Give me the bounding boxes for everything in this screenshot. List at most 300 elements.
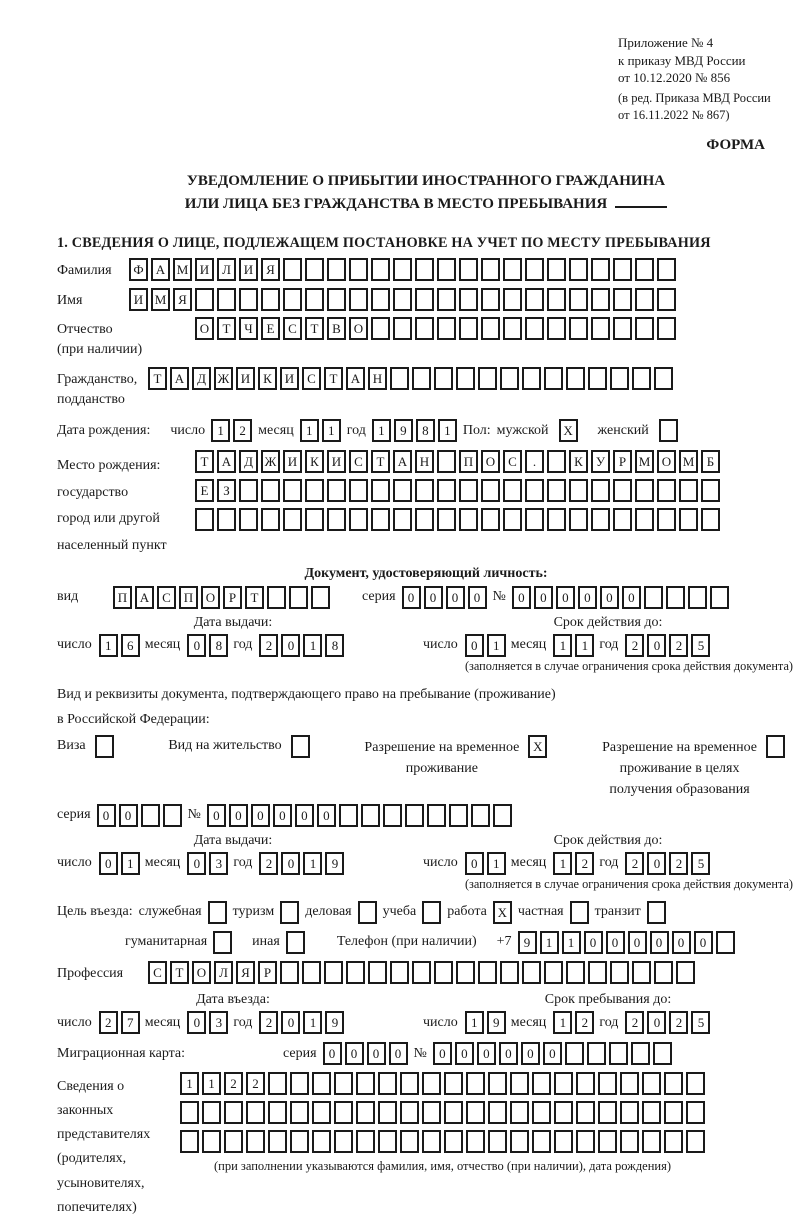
- char-cell[interactable]: [202, 1130, 221, 1153]
- char-cell[interactable]: 2: [625, 852, 644, 875]
- char-cell[interactable]: 5: [691, 634, 710, 657]
- char-cell[interactable]: 0: [578, 586, 597, 609]
- char-cell[interactable]: [327, 258, 346, 281]
- char-cell[interactable]: 5: [691, 852, 710, 875]
- char-cell[interactable]: [412, 367, 431, 390]
- char-cell[interactable]: Н: [368, 367, 387, 390]
- char-cell[interactable]: .: [525, 450, 544, 473]
- char-cell[interactable]: [488, 1130, 507, 1153]
- char-cell[interactable]: [437, 479, 456, 502]
- char-cell[interactable]: 0: [606, 931, 625, 954]
- char-cell[interactable]: А: [346, 367, 365, 390]
- char-cell[interactable]: [427, 804, 446, 827]
- char-cell[interactable]: 0: [97, 804, 116, 827]
- char-cell[interactable]: [569, 258, 588, 281]
- char-cell[interactable]: [459, 258, 478, 281]
- purpose-study-checkbox[interactable]: [422, 901, 441, 924]
- char-cell[interactable]: О: [201, 586, 220, 609]
- char-cell[interactable]: Т: [170, 961, 189, 984]
- char-cell[interactable]: 1: [487, 634, 506, 657]
- char-cell[interactable]: [657, 479, 676, 502]
- char-cell[interactable]: [554, 1072, 573, 1095]
- char-cell[interactable]: 0: [345, 1042, 364, 1065]
- char-cell[interactable]: И: [195, 258, 214, 281]
- char-cell[interactable]: 0: [600, 586, 619, 609]
- char-cell[interactable]: [415, 317, 434, 340]
- char-cell[interactable]: [701, 479, 720, 502]
- char-cell[interactable]: 9: [394, 419, 413, 442]
- char-cell[interactable]: [569, 288, 588, 311]
- char-cell[interactable]: [466, 1130, 485, 1153]
- char-cell[interactable]: 1: [180, 1072, 199, 1095]
- char-cell[interactable]: [195, 288, 214, 311]
- char-cell[interactable]: М: [151, 288, 170, 311]
- char-cell[interactable]: 0: [622, 586, 641, 609]
- char-cell[interactable]: Т: [245, 586, 264, 609]
- char-cell[interactable]: 0: [650, 931, 669, 954]
- char-cell[interactable]: 2: [99, 1011, 118, 1034]
- char-cell[interactable]: [620, 1072, 639, 1095]
- char-cell[interactable]: [632, 367, 651, 390]
- char-cell[interactable]: [378, 1130, 397, 1153]
- char-cell[interactable]: С: [148, 961, 167, 984]
- char-cell[interactable]: [444, 1130, 463, 1153]
- char-cell[interactable]: Т: [371, 450, 390, 473]
- char-cell[interactable]: [390, 961, 409, 984]
- char-cell[interactable]: 1: [540, 931, 559, 954]
- char-cell[interactable]: П: [179, 586, 198, 609]
- char-cell[interactable]: [459, 479, 478, 502]
- char-cell[interactable]: [217, 508, 236, 531]
- char-cell[interactable]: 0: [465, 852, 484, 875]
- char-cell[interactable]: [635, 508, 654, 531]
- char-cell[interactable]: [510, 1101, 529, 1124]
- char-cell[interactable]: [437, 450, 456, 473]
- char-cell[interactable]: 0: [556, 586, 575, 609]
- char-cell[interactable]: Ф: [129, 258, 148, 281]
- char-cell[interactable]: [195, 508, 214, 531]
- char-cell[interactable]: 1: [372, 419, 391, 442]
- char-cell[interactable]: 0: [187, 852, 206, 875]
- char-cell[interactable]: [267, 586, 286, 609]
- char-cell[interactable]: [547, 479, 566, 502]
- char-cell[interactable]: 0: [389, 1042, 408, 1065]
- char-cell[interactable]: 0: [477, 1042, 496, 1065]
- char-cell[interactable]: [610, 961, 629, 984]
- char-cell[interactable]: М: [173, 258, 192, 281]
- char-cell[interactable]: 0: [187, 1011, 206, 1034]
- char-cell[interactable]: [632, 961, 651, 984]
- char-cell[interactable]: [569, 479, 588, 502]
- char-cell[interactable]: 2: [625, 1011, 644, 1034]
- char-cell[interactable]: [566, 367, 585, 390]
- char-cell[interactable]: 6: [121, 634, 140, 657]
- char-cell[interactable]: [415, 258, 434, 281]
- char-cell[interactable]: [478, 367, 497, 390]
- char-cell[interactable]: [246, 1130, 265, 1153]
- char-cell[interactable]: [224, 1101, 243, 1124]
- char-cell[interactable]: [664, 1101, 683, 1124]
- residence-permit-checkbox[interactable]: [291, 735, 310, 758]
- char-cell[interactable]: [620, 1130, 639, 1153]
- temporary-residence-checkbox[interactable]: X: [528, 735, 547, 758]
- char-cell[interactable]: 2: [259, 1011, 278, 1034]
- char-cell[interactable]: [180, 1101, 199, 1124]
- char-cell[interactable]: [544, 367, 563, 390]
- char-cell[interactable]: [657, 508, 676, 531]
- char-cell[interactable]: [547, 288, 566, 311]
- char-cell[interactable]: 1: [303, 1011, 322, 1034]
- char-cell[interactable]: [268, 1101, 287, 1124]
- char-cell[interactable]: 1: [465, 1011, 484, 1034]
- char-cell[interactable]: [610, 367, 629, 390]
- char-cell[interactable]: 0: [281, 852, 300, 875]
- char-cell[interactable]: [305, 508, 324, 531]
- char-cell[interactable]: [466, 1072, 485, 1095]
- char-cell[interactable]: Т: [195, 450, 214, 473]
- char-cell[interactable]: Е: [261, 317, 280, 340]
- char-cell[interactable]: 2: [224, 1072, 243, 1095]
- char-cell[interactable]: [654, 367, 673, 390]
- char-cell[interactable]: [327, 479, 346, 502]
- char-cell[interactable]: [393, 508, 412, 531]
- char-cell[interactable]: С: [349, 450, 368, 473]
- char-cell[interactable]: 0: [628, 931, 647, 954]
- char-cell[interactable]: [664, 1072, 683, 1095]
- char-cell[interactable]: [613, 317, 632, 340]
- char-cell[interactable]: [378, 1101, 397, 1124]
- char-cell[interactable]: [349, 479, 368, 502]
- char-cell[interactable]: [311, 586, 330, 609]
- char-cell[interactable]: 9: [487, 1011, 506, 1034]
- char-cell[interactable]: С: [283, 317, 302, 340]
- char-cell[interactable]: З: [217, 479, 236, 502]
- char-cell[interactable]: 0: [251, 804, 270, 827]
- char-cell[interactable]: [591, 508, 610, 531]
- char-cell[interactable]: [312, 1130, 331, 1153]
- char-cell[interactable]: 2: [575, 852, 594, 875]
- char-cell[interactable]: [141, 804, 160, 827]
- temporary-residence-education-checkbox[interactable]: [766, 735, 785, 758]
- char-cell[interactable]: [368, 961, 387, 984]
- char-cell[interactable]: [642, 1130, 661, 1153]
- char-cell[interactable]: [383, 804, 402, 827]
- char-cell[interactable]: [437, 317, 456, 340]
- char-cell[interactable]: 2: [259, 852, 278, 875]
- char-cell[interactable]: 5: [691, 1011, 710, 1034]
- char-cell[interactable]: [525, 479, 544, 502]
- char-cell[interactable]: [588, 961, 607, 984]
- char-cell[interactable]: Т: [217, 317, 236, 340]
- char-cell[interactable]: 1: [303, 634, 322, 657]
- char-cell[interactable]: 2: [575, 1011, 594, 1034]
- purpose-tourism-checkbox[interactable]: [280, 901, 299, 924]
- char-cell[interactable]: [239, 479, 258, 502]
- char-cell[interactable]: [688, 586, 707, 609]
- char-cell[interactable]: [349, 508, 368, 531]
- char-cell[interactable]: [654, 961, 673, 984]
- char-cell[interactable]: [202, 1101, 221, 1124]
- char-cell[interactable]: [500, 367, 519, 390]
- char-cell[interactable]: А: [393, 450, 412, 473]
- char-cell[interactable]: М: [635, 450, 654, 473]
- char-cell[interactable]: [644, 586, 663, 609]
- char-cell[interactable]: [510, 1130, 529, 1153]
- char-cell[interactable]: [393, 479, 412, 502]
- char-cell[interactable]: 8: [416, 419, 435, 442]
- char-cell[interactable]: [268, 1072, 287, 1095]
- char-cell[interactable]: [525, 258, 544, 281]
- char-cell[interactable]: [478, 961, 497, 984]
- char-cell[interactable]: [503, 258, 522, 281]
- char-cell[interactable]: [239, 508, 258, 531]
- char-cell[interactable]: [327, 508, 346, 531]
- char-cell[interactable]: 1: [553, 1011, 572, 1034]
- char-cell[interactable]: [591, 288, 610, 311]
- char-cell[interactable]: А: [135, 586, 154, 609]
- char-cell[interactable]: 0: [295, 804, 314, 827]
- char-cell[interactable]: [346, 961, 365, 984]
- char-cell[interactable]: 1: [487, 852, 506, 875]
- char-cell[interactable]: [503, 508, 522, 531]
- male-checkbox[interactable]: X: [559, 419, 578, 442]
- char-cell[interactable]: [565, 1042, 584, 1065]
- char-cell[interactable]: [591, 479, 610, 502]
- char-cell[interactable]: К: [305, 450, 324, 473]
- char-cell[interactable]: [290, 1101, 309, 1124]
- char-cell[interactable]: [434, 961, 453, 984]
- char-cell[interactable]: 0: [543, 1042, 562, 1065]
- char-cell[interactable]: Д: [192, 367, 211, 390]
- char-cell[interactable]: К: [569, 450, 588, 473]
- char-cell[interactable]: [554, 1101, 573, 1124]
- char-cell[interactable]: [268, 1130, 287, 1153]
- char-cell[interactable]: 0: [647, 634, 666, 657]
- char-cell[interactable]: Я: [261, 258, 280, 281]
- char-cell[interactable]: [686, 1101, 705, 1124]
- char-cell[interactable]: [544, 961, 563, 984]
- purpose-business-checkbox[interactable]: [358, 901, 377, 924]
- char-cell[interactable]: [305, 479, 324, 502]
- char-cell[interactable]: [635, 479, 654, 502]
- char-cell[interactable]: [224, 1130, 243, 1153]
- char-cell[interactable]: [371, 508, 390, 531]
- char-cell[interactable]: И: [327, 450, 346, 473]
- char-cell[interactable]: О: [481, 450, 500, 473]
- char-cell[interactable]: [466, 1101, 485, 1124]
- char-cell[interactable]: [437, 508, 456, 531]
- char-cell[interactable]: И: [236, 367, 255, 390]
- char-cell[interactable]: [481, 479, 500, 502]
- char-cell[interactable]: 1: [553, 634, 572, 657]
- char-cell[interactable]: 2: [233, 419, 252, 442]
- char-cell[interactable]: [324, 961, 343, 984]
- char-cell[interactable]: [554, 1130, 573, 1153]
- char-cell[interactable]: [525, 508, 544, 531]
- char-cell[interactable]: [576, 1072, 595, 1095]
- char-cell[interactable]: [503, 479, 522, 502]
- char-cell[interactable]: [481, 288, 500, 311]
- char-cell[interactable]: [547, 450, 566, 473]
- char-cell[interactable]: [716, 931, 735, 954]
- char-cell[interactable]: [283, 508, 302, 531]
- char-cell[interactable]: 2: [259, 634, 278, 657]
- char-cell[interactable]: [657, 317, 676, 340]
- char-cell[interactable]: М: [679, 450, 698, 473]
- char-cell[interactable]: Ч: [239, 317, 258, 340]
- char-cell[interactable]: Л: [217, 258, 236, 281]
- char-cell[interactable]: [547, 317, 566, 340]
- char-cell[interactable]: 1: [438, 419, 457, 442]
- char-cell[interactable]: П: [113, 586, 132, 609]
- char-cell[interactable]: [405, 804, 424, 827]
- char-cell[interactable]: О: [349, 317, 368, 340]
- char-cell[interactable]: [444, 1101, 463, 1124]
- char-cell[interactable]: 0: [229, 804, 248, 827]
- purpose-private-checkbox[interactable]: [570, 901, 589, 924]
- char-cell[interactable]: 0: [455, 1042, 474, 1065]
- char-cell[interactable]: [613, 258, 632, 281]
- char-cell[interactable]: 0: [694, 931, 713, 954]
- char-cell[interactable]: [471, 804, 490, 827]
- visa-checkbox[interactable]: [95, 735, 114, 758]
- char-cell[interactable]: 0: [367, 1042, 386, 1065]
- char-cell[interactable]: Т: [324, 367, 343, 390]
- char-cell[interactable]: [356, 1130, 375, 1153]
- char-cell[interactable]: [657, 288, 676, 311]
- char-cell[interactable]: 1: [300, 419, 319, 442]
- char-cell[interactable]: [422, 1072, 441, 1095]
- char-cell[interactable]: [653, 1042, 672, 1065]
- char-cell[interactable]: С: [503, 450, 522, 473]
- char-cell[interactable]: 2: [625, 634, 644, 657]
- char-cell[interactable]: 0: [323, 1042, 342, 1065]
- char-cell[interactable]: 0: [446, 586, 465, 609]
- char-cell[interactable]: [503, 317, 522, 340]
- purpose-official-checkbox[interactable]: [208, 901, 227, 924]
- female-checkbox[interactable]: [659, 419, 678, 442]
- char-cell[interactable]: [302, 961, 321, 984]
- char-cell[interactable]: [444, 1072, 463, 1095]
- char-cell[interactable]: [631, 1042, 650, 1065]
- char-cell[interactable]: 1: [99, 634, 118, 657]
- char-cell[interactable]: 1: [553, 852, 572, 875]
- purpose-humanitarian-checkbox[interactable]: [213, 931, 232, 954]
- char-cell[interactable]: [493, 804, 512, 827]
- char-cell[interactable]: [349, 288, 368, 311]
- char-cell[interactable]: [620, 1101, 639, 1124]
- char-cell[interactable]: [613, 479, 632, 502]
- char-cell[interactable]: [642, 1101, 661, 1124]
- char-cell[interactable]: [587, 1042, 606, 1065]
- char-cell[interactable]: 1: [575, 634, 594, 657]
- char-cell[interactable]: [635, 258, 654, 281]
- char-cell[interactable]: [361, 804, 380, 827]
- char-cell[interactable]: [609, 1042, 628, 1065]
- char-cell[interactable]: 7: [121, 1011, 140, 1034]
- char-cell[interactable]: 0: [499, 1042, 518, 1065]
- char-cell[interactable]: [305, 258, 324, 281]
- char-cell[interactable]: [371, 258, 390, 281]
- char-cell[interactable]: [679, 479, 698, 502]
- char-cell[interactable]: 2: [669, 852, 688, 875]
- char-cell[interactable]: [290, 1072, 309, 1095]
- char-cell[interactable]: [390, 367, 409, 390]
- char-cell[interactable]: 0: [672, 931, 691, 954]
- char-cell[interactable]: [415, 508, 434, 531]
- char-cell[interactable]: А: [217, 450, 236, 473]
- char-cell[interactable]: [456, 961, 475, 984]
- char-cell[interactable]: [280, 961, 299, 984]
- char-cell[interactable]: [334, 1101, 353, 1124]
- char-cell[interactable]: 2: [246, 1072, 265, 1095]
- char-cell[interactable]: [500, 961, 519, 984]
- char-cell[interactable]: [635, 317, 654, 340]
- char-cell[interactable]: И: [129, 288, 148, 311]
- char-cell[interactable]: [371, 479, 390, 502]
- char-cell[interactable]: [422, 1101, 441, 1124]
- char-cell[interactable]: 0: [99, 852, 118, 875]
- char-cell[interactable]: 1: [121, 852, 140, 875]
- char-cell[interactable]: О: [192, 961, 211, 984]
- char-cell[interactable]: О: [657, 450, 676, 473]
- char-cell[interactable]: 0: [468, 586, 487, 609]
- char-cell[interactable]: 0: [273, 804, 292, 827]
- char-cell[interactable]: [290, 1130, 309, 1153]
- char-cell[interactable]: [393, 258, 412, 281]
- char-cell[interactable]: У: [591, 450, 610, 473]
- char-cell[interactable]: [393, 317, 412, 340]
- char-cell[interactable]: [701, 508, 720, 531]
- char-cell[interactable]: 1: [303, 852, 322, 875]
- char-cell[interactable]: [613, 288, 632, 311]
- char-cell[interactable]: 0: [402, 586, 421, 609]
- char-cell[interactable]: [349, 258, 368, 281]
- char-cell[interactable]: [481, 317, 500, 340]
- char-cell[interactable]: В: [327, 317, 346, 340]
- char-cell[interactable]: [488, 1072, 507, 1095]
- char-cell[interactable]: Т: [148, 367, 167, 390]
- char-cell[interactable]: Я: [173, 288, 192, 311]
- char-cell[interactable]: [547, 508, 566, 531]
- char-cell[interactable]: [434, 367, 453, 390]
- char-cell[interactable]: 3: [209, 852, 228, 875]
- char-cell[interactable]: [283, 258, 302, 281]
- char-cell[interactable]: 9: [325, 852, 344, 875]
- char-cell[interactable]: [666, 586, 685, 609]
- char-cell[interactable]: [163, 804, 182, 827]
- char-cell[interactable]: [686, 1072, 705, 1095]
- char-cell[interactable]: [598, 1072, 617, 1095]
- char-cell[interactable]: [598, 1101, 617, 1124]
- char-cell[interactable]: [261, 288, 280, 311]
- char-cell[interactable]: [547, 258, 566, 281]
- char-cell[interactable]: [613, 508, 632, 531]
- char-cell[interactable]: 0: [119, 804, 138, 827]
- char-cell[interactable]: [588, 367, 607, 390]
- char-cell[interactable]: К: [258, 367, 277, 390]
- char-cell[interactable]: [525, 317, 544, 340]
- char-cell[interactable]: 0: [534, 586, 553, 609]
- char-cell[interactable]: Л: [214, 961, 233, 984]
- char-cell[interactable]: [459, 288, 478, 311]
- char-cell[interactable]: [283, 288, 302, 311]
- char-cell[interactable]: [371, 317, 390, 340]
- char-cell[interactable]: [576, 1130, 595, 1153]
- char-cell[interactable]: 2: [669, 1011, 688, 1034]
- char-cell[interactable]: [532, 1130, 551, 1153]
- char-cell[interactable]: [598, 1130, 617, 1153]
